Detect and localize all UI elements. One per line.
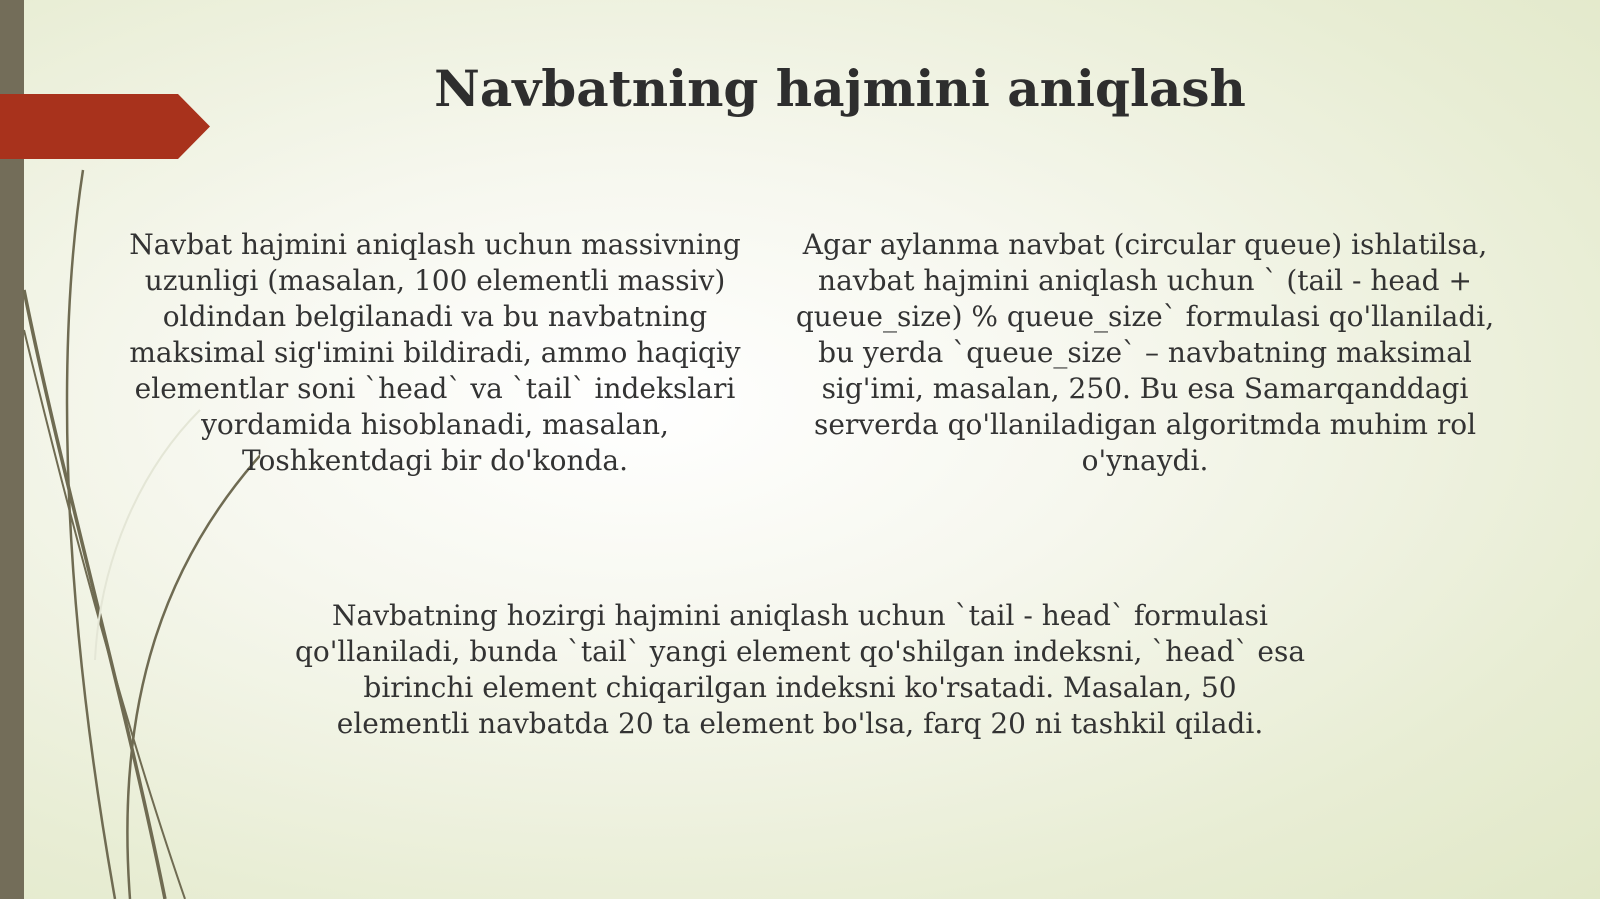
paragraph-left: Navbat hajmini aniqlash uchun massivning uzunligi (masalan, 100 elementli massiv) oldindan belgilanadi va bu navbatning maksimal sig'imini bildiradi, ammo haqiqiy elementlar soni `head` va `tail` indekslari yordamida hisoblanadi, masalan, Toshkentdagi bir do'konda. (129, 228, 741, 477)
slide-title: Navbatning hajmini aniqlash (434, 59, 1246, 118)
accent-arrow-shape (0, 94, 210, 159)
paragraph-right: Agar aylanma navbat (circular queue) ishlatilsa, navbat hajmini aniqlash uchun ` (tail - head + queue_size) % queue_size` formulasi qo'llaniladi, bu yerda `queue_size` – navbatning maksimal sig'imi, masalan, 250. Bu esa Samarqanddagi serverda qo'llaniladigan algoritmda muhim rol o'ynaydi. (795, 228, 1495, 477)
paragraph-bottom: Navbatning hozirgi hajmini aniqlash uchun `tail - head` formulasi qo'llaniladi, bunda `tail` yangi element qo'shilgan indeksni, `head` esa birinchi element chiqarilgan indeksni ko'rsatadi. Masalan, 50 elementli navbatda 20 ta element bo'lsa, farq 20 ni tashkil qiladi. (294, 599, 1306, 740)
